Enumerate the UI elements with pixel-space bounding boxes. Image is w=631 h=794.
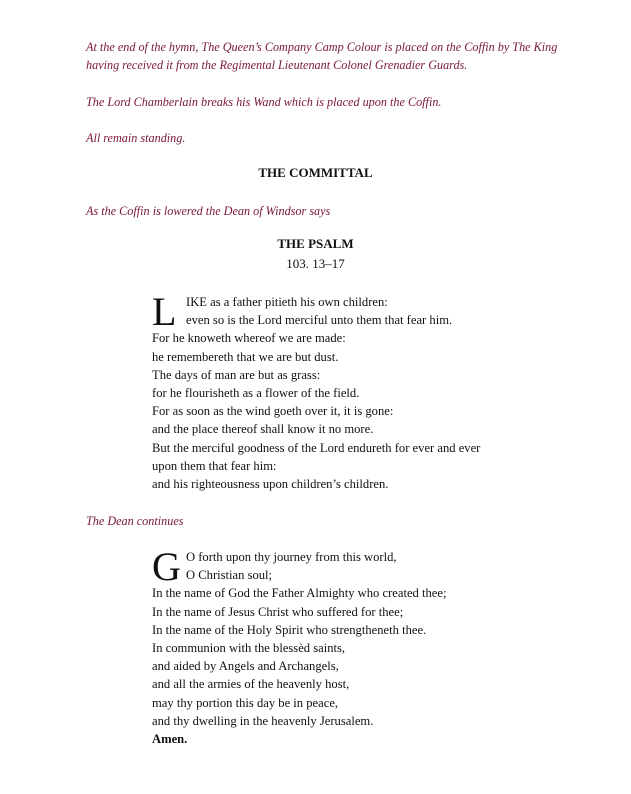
- rubric-camp-colour-line-1: At the end of the hymn, The Queen’s Company Camp Colour is placed on the Coffin by The King: [86, 40, 558, 54]
- psalm-line: For he knoweth whereof we are made:: [152, 331, 346, 346]
- commendation-line: O forth upon thy journey from this world,: [186, 550, 397, 564]
- commendation-line: and thy dwelling in the heavenly Jerusalem.: [152, 713, 374, 728]
- psalm-line: for he flourisheth as a flower of the field.: [152, 386, 360, 401]
- psalm-line: For as soon as the wind goeth over it, it is gone:: [152, 404, 394, 419]
- committal-heading: THE COMMITTAL: [258, 165, 373, 180]
- commendation-dropcap: G: [152, 544, 181, 589]
- commendation-line: and all the armies of the heavenly host,: [152, 677, 350, 692]
- psalm-line: even so is the Lord merciful unto them that fear him.: [186, 313, 453, 328]
- psalm-dropcap: L: [152, 289, 177, 334]
- psalm-line: The days of man are but as grass:: [152, 367, 321, 382]
- commendation-line: In the name of God the Father Almighty who created thee;: [152, 586, 447, 601]
- psalm-line: and his righteousness upon children’s children.: [152, 477, 389, 492]
- psalm-reference: 103. 13–17: [286, 256, 345, 271]
- psalm-heading: THE PSALM: [277, 236, 354, 251]
- rubric-camp-colour-line-2: having received it from the Regimental Lieutenant Colonel Grenadier Guards.: [86, 58, 468, 72]
- commendation-text: [152, 544, 447, 748]
- commendation-line: In the name of Jesus Christ who suffered for thee;: [152, 604, 404, 619]
- psalm-line: But the merciful goodness of the Lord endureth for ever and ever: [152, 440, 481, 455]
- psalm-line: and the place thereof shall know it no more.: [152, 422, 374, 437]
- psalm-text: [152, 289, 481, 493]
- commendation-line: O Christian soul;: [186, 568, 273, 583]
- rubric-standing: All remain standing.: [86, 131, 186, 145]
- commendation-line: In communion with the blessèd saints,: [152, 641, 346, 656]
- psalm-line: IKE as a father pitieth his own children:: [186, 295, 388, 309]
- psalm-line: he remembereth that we are but dust.: [152, 349, 339, 364]
- amen: Amen.: [152, 732, 188, 747]
- psalm-line: upon them that fear him:: [152, 458, 277, 473]
- rubric-camp-colour: [86, 38, 557, 74]
- commendation-line: In the name of the Holy Spirit who strengtheneth thee.: [152, 622, 427, 637]
- commendation-line: may thy portion this day be in peace,: [152, 695, 339, 710]
- rubric-dean-continues: The Dean continues: [86, 514, 184, 528]
- commendation-line: and aided by Angels and Archangels,: [152, 659, 339, 674]
- rubric-wand: The Lord Chamberlain breaks his Wand which is placed upon the Coffin.: [86, 95, 442, 109]
- rubric-dean-says: As the Coffin is lowered the Dean of Windsor says: [86, 204, 331, 218]
